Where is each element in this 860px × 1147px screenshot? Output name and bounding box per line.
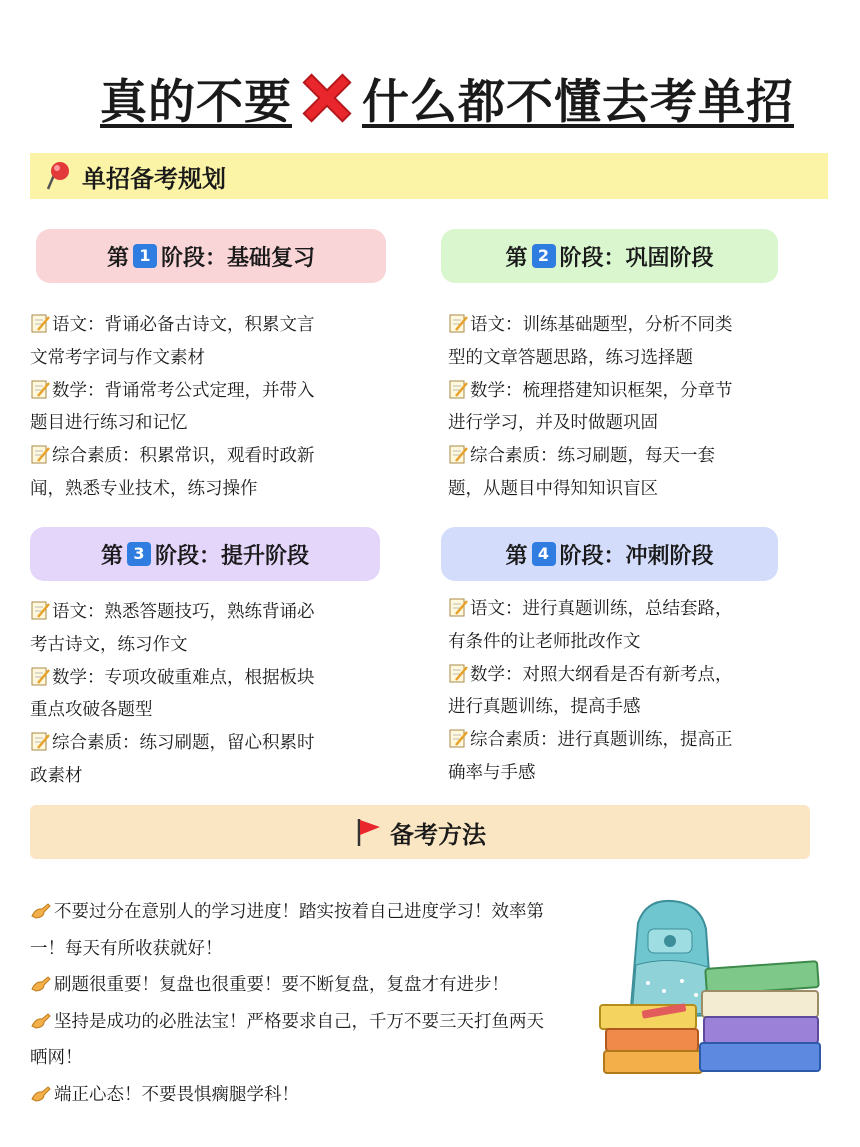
line-text: 数学：对照大纲看是否有新考点，: [470, 664, 733, 685]
list-item: [30, 342, 365, 375]
memo-icon: [30, 444, 50, 464]
list-item: [30, 596, 365, 629]
stage-title: 阶段：巩固阶段: [559, 245, 714, 271]
line-text: 语文：熟悉答题技巧，熟练背诵必: [52, 602, 315, 622]
list-item: [30, 309, 365, 342]
number-3-badge: 3: [127, 542, 151, 566]
list-item: [30, 1040, 610, 1077]
list-item: [30, 694, 365, 727]
list-item: [30, 1004, 610, 1041]
list-item: [30, 375, 365, 408]
number-4-badge: 4: [532, 542, 556, 566]
section-title: 单招备考规划: [82, 164, 226, 193]
stage-prefix: 第: [100, 543, 123, 569]
line-text: 进行学习，并及时做题巩固: [448, 413, 658, 434]
memo-icon: [30, 313, 50, 333]
list-item: [448, 440, 783, 473]
method-header: [30, 805, 810, 859]
list-item: [30, 473, 365, 506]
stage-prefix: 第: [505, 245, 528, 271]
backpack-icon: [630, 901, 712, 1019]
pushpin-icon: [46, 161, 72, 191]
stage-4-content: [448, 593, 783, 790]
line-text: 语文：训练基础题型，分析不同类: [470, 315, 733, 335]
tip-text: 不要过分在意别人的学习进度！踏实按着自己进度学习！效率第: [54, 902, 544, 922]
writing-hand-icon: [30, 1083, 52, 1103]
list-item: [448, 659, 783, 692]
list-item: [448, 407, 783, 440]
line-text: 进行真题训练，提高手感: [448, 697, 641, 718]
stage-3-header: [30, 527, 380, 581]
stage-prefix: 第: [505, 543, 528, 569]
list-item: [448, 691, 783, 724]
line-text: 题，从题目中得知知识盲区: [448, 478, 658, 499]
list-item: [448, 473, 783, 506]
memo-icon: [448, 313, 468, 333]
tip-text: 一！每天有所收获就好！: [30, 938, 223, 959]
list-item: [448, 309, 783, 342]
line-text: 确率与手感: [448, 762, 536, 783]
backpack-books-illustration: [596, 895, 826, 1080]
stage-title: 阶段：基础复习: [161, 245, 316, 271]
line-text: 重点攻破各题型: [30, 700, 153, 721]
title-text-before: 真的不要: [100, 74, 292, 130]
line-text: 政素材: [30, 765, 83, 786]
memo-icon: [448, 444, 468, 464]
writing-hand-icon: [30, 973, 52, 993]
line-text: 考古诗文，练习作文: [30, 634, 188, 655]
red-flag-icon: [354, 817, 382, 847]
line-text: 综合素质：进行真题训练，提高正: [470, 730, 733, 751]
stage-title: 阶段：冲刺阶段: [559, 543, 714, 569]
number-1-badge: 1: [133, 244, 157, 268]
list-item: [30, 1077, 610, 1114]
line-text: 型的文章答题思路，练习选择题: [448, 347, 693, 368]
line-text: 综合素质：练习刷题，留心积累时: [52, 733, 315, 754]
memo-icon: [30, 666, 50, 686]
line-text: 有条件的让老师批改作文: [448, 631, 641, 652]
stage-4-header: [441, 527, 778, 581]
memo-icon: [30, 600, 50, 620]
stage-prefix: 第: [106, 245, 129, 271]
line-text: 数学：背诵常考公式定理，并带入: [52, 380, 315, 401]
list-item: [30, 760, 365, 793]
line-text: 语文：背诵必备古诗文，积累文言: [52, 315, 315, 335]
list-item: [448, 626, 783, 659]
tip-text: 刷题很重要！复盘也很重要！要不断复盘，复盘才有进步！: [54, 975, 509, 995]
memo-icon: [448, 379, 468, 399]
line-text: 数学：梳理搭建知识框架，分章节: [470, 380, 733, 401]
list-item: [30, 407, 365, 440]
tip-text: 端正心态！不要畏惧瘸腿学科！: [54, 1084, 299, 1105]
list-item: [30, 967, 610, 1004]
list-item: [448, 724, 783, 757]
number-2-badge: 2: [532, 244, 556, 268]
list-item: [448, 342, 783, 375]
stage-1-header: [36, 229, 386, 283]
memo-icon: [448, 663, 468, 683]
stage-1-content: [30, 309, 365, 506]
line-text: 综合素质：练习刷题，每天一套: [470, 446, 715, 467]
list-item: [448, 757, 783, 790]
line-text: 综合素质：积累常识，观看时政新: [52, 446, 315, 467]
line-text: 闻，熟悉专业技术，练习操作: [30, 478, 258, 499]
memo-icon: [448, 728, 468, 748]
stage-2-content: [448, 309, 783, 506]
list-item: [30, 931, 610, 968]
list-item: [30, 894, 610, 931]
list-item: [448, 593, 783, 626]
stage-2-header: [441, 229, 778, 283]
line-text: 文常考字词与作文素材: [30, 347, 205, 368]
line-text: 数学：专项攻破重难点，根据板块: [52, 667, 315, 688]
list-item: [30, 662, 365, 695]
stage-3-content: [30, 596, 365, 793]
stage-title: 阶段：提升阶段: [155, 543, 310, 569]
title-text-after: 什么都不懂去考单招: [362, 74, 794, 130]
section-header: [30, 153, 828, 199]
writing-hand-icon: [30, 900, 52, 920]
method-title: 备考方法: [390, 820, 486, 849]
tip-text: 晒网！: [30, 1048, 83, 1068]
memo-icon: [30, 731, 50, 751]
line-text: 语文：进行真题训练，总结套路，: [470, 599, 733, 619]
cross-icon: [298, 69, 356, 127]
tip-text: 坚持是成功的必胜法宝！严格要求自己，千万不要三天打鱼两天: [54, 1011, 544, 1032]
list-item: [448, 375, 783, 408]
list-item: [30, 629, 365, 662]
list-item: [30, 727, 365, 760]
line-text: 题目进行练习和记忆: [30, 413, 188, 434]
memo-icon: [448, 597, 468, 617]
page-title: [100, 66, 810, 130]
memo-icon: [30, 379, 50, 399]
method-tips: [30, 894, 610, 1113]
writing-hand-icon: [30, 1010, 52, 1030]
list-item: [30, 440, 365, 473]
